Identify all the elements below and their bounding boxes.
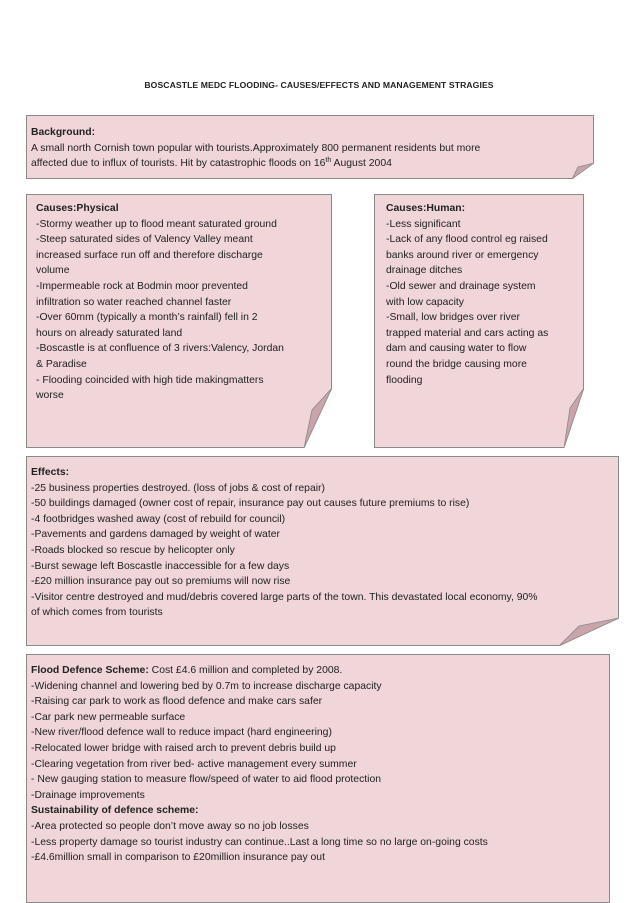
flood-defence-list (31, 679, 609, 804)
list-item: -Steep saturated sides of Valency Valley meant (36, 234, 253, 246)
list-item: -Visitor centre destroyed and mud/debris covered large parts of the town. This devastated local economy, 90% (31, 591, 538, 603)
causes-human-note (374, 194, 584, 448)
causes-physical-list (36, 217, 331, 404)
flood-defence-note (26, 654, 610, 903)
list-item: -Stormy weather up to flood meant saturated ground (36, 218, 277, 230)
list-item: -£20 million insurance pay out so premiums will now rise (31, 576, 291, 588)
effects-note (26, 456, 619, 646)
list-item: increased surface run off and therefore discharge (36, 249, 263, 261)
list-item: -Roads blocked so rescue by helicopter only (31, 544, 235, 556)
list-item: -Burst sewage left Boscastle inaccessible for a few days (31, 560, 290, 572)
list-item: of which comes from tourists (31, 607, 163, 619)
list-item: round the bridge causing more (386, 358, 527, 370)
list-item: -£4.6million small in comparison to £20million insurance pay out (31, 852, 325, 864)
list-item: hours on already saturated land (36, 327, 183, 339)
background-line-2-end: August 2004 (331, 158, 392, 170)
causes-human-heading: Causes:Human: (386, 203, 466, 214)
list-item: banks around river or emergency (386, 249, 539, 261)
ordinal-suffix: th (325, 157, 332, 165)
background-note (26, 115, 594, 179)
list-item: -New river/flood defence wall to reduce impact (hard engineering) (31, 727, 332, 739)
flood-defence-title-line (31, 663, 609, 679)
list-item: -Drainage improvements (31, 789, 145, 801)
list-item: dam and causing water to flow (386, 343, 527, 355)
background-line-1: A small north Cornish town popular with tourists.Approximately 800 permanent residents but more (31, 142, 481, 154)
background-heading: Background: (31, 127, 96, 138)
list-item: infiltration so water reached channel faster (36, 296, 232, 308)
sustainability-heading: Sustainability of defence scheme: (31, 805, 199, 817)
list-item: & Paradise (36, 358, 87, 370)
list-item: -Old sewer and drainage system (386, 280, 536, 292)
flood-defence-cost: Cost £4.6 million and completed by 2008. (148, 665, 343, 676)
background-line-2-text: affected due to influx of tourists. Hit by catastrophic floods on 16 (31, 158, 326, 170)
sustainability-list (31, 819, 609, 866)
list-item: - Flooding coincided with high tide makingmatters (36, 374, 264, 386)
list-item: -Boscastle is at confluence of 3 rivers:Valency, Jordan (36, 343, 284, 355)
list-item: -Car park new permeable surface (31, 711, 186, 723)
list-item: -Clearing vegetation from river bed- active management every summer (31, 758, 357, 770)
causes-human-list (386, 217, 583, 389)
flood-defence-heading: Flood Defence Scheme: (31, 665, 149, 676)
list-item: -Raising car park to work as flood defence and make cars safer (31, 696, 323, 708)
page-title: BOSCASTLE MEDC FLOODING- CAUSES/EFFECTS AND MANAGEMENT STRAGIES (144, 80, 494, 90)
list-item: volume (36, 265, 70, 277)
effects-list (31, 481, 618, 621)
list-item: -Pavements and gardens damaged by weight of water (31, 529, 280, 541)
list-item: -Small, low bridges over river (386, 312, 520, 324)
list-item: -Area protected so people don’t move away so no job losses (31, 820, 309, 832)
list-item: -Relocated lower bridge with raised arch to prevent debris build up (31, 742, 336, 754)
causes-physical-heading: Causes:Physical (36, 203, 119, 214)
list-item: -Over 60mm (typically a month’s rainfall) fell in 2 (36, 312, 258, 324)
list-item: worse (36, 390, 64, 402)
list-item: -25 business properties destroyed. (loss of jobs & cost of repair) (31, 482, 325, 494)
list-item: -50 buildings damaged (owner cost of repair, insurance pay out causes future premiums to rise) (31, 498, 470, 510)
list-item: trapped material and cars acting as (386, 327, 549, 339)
causes-physical-note (26, 194, 332, 448)
list-item: -Less property damage so tourist industry can continue..Last a long time so no large on-going costs (31, 836, 488, 848)
list-item: -Less significant (386, 218, 461, 230)
list-item: -4 footbridges washed away (cost of rebuild for council) (31, 513, 286, 525)
list-item: - New gauging station to measure flow/speed of water to aid flood protection (31, 774, 382, 786)
effects-heading: Effects: (31, 467, 70, 478)
list-item: -Lack of any flood control eg raised (386, 234, 548, 246)
list-item: -Widening channel and lowering bed by 0.7m to increase discharge capacity (31, 680, 382, 692)
list-item: -Impermeable rock at Bodmin moor prevented (36, 280, 248, 292)
list-item: with low capacity (386, 296, 464, 308)
list-item: drainage ditches (386, 265, 463, 277)
list-item: flooding (386, 374, 423, 386)
background-line-2 (31, 156, 593, 172)
